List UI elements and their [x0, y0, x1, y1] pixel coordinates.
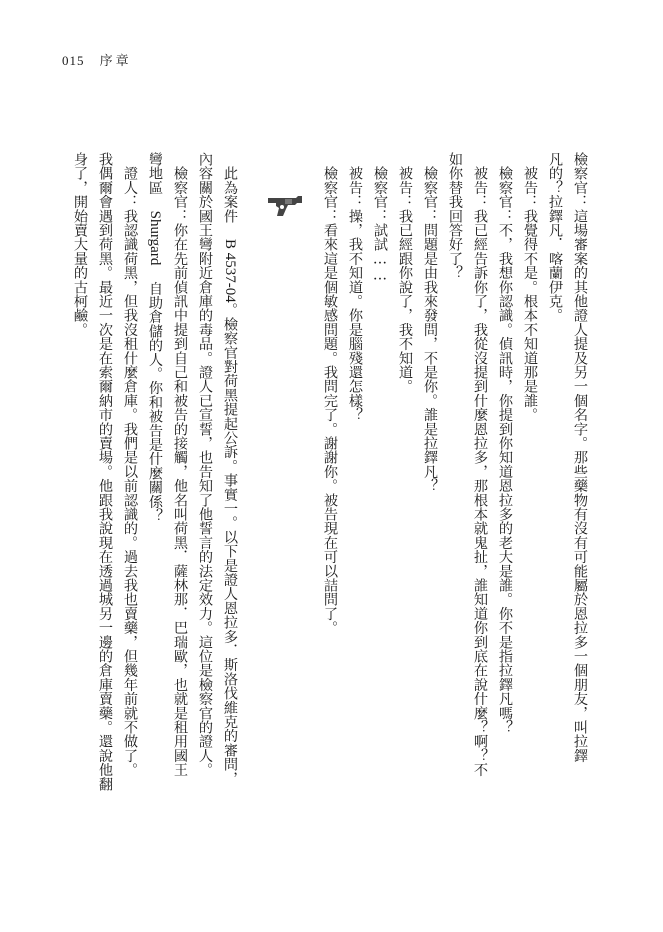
- text-line: 被告：我已經跟你說了，我不知道。: [397, 152, 413, 394]
- text-line: 證人：我認識荷黑，但我沒租什麼倉庫。我們是以前認識的。過去我也賣藥，但幾年前就不做了。: [122, 152, 138, 777]
- text-line: 如你替我回答好了？: [447, 152, 463, 280]
- text-line: 檢察官：試試……: [372, 152, 388, 284]
- text-line: 檢察官：問題是由我來發問，不是你。誰是拉鐸凡？: [422, 152, 438, 493]
- text-line: 凡的？拉鐸凡．喀蘭伊克。: [547, 152, 563, 323]
- page-header: [62, 50, 132, 69]
- page-number: 015: [62, 53, 85, 68]
- text-line: 身了，開始賣大量的古柯鹼。: [72, 152, 88, 337]
- text-line: 內容關於國王彎附近倉庫的毒品。證人已宣誓，也告知了他誓言的法定效力。這位是檢察官的證人。: [197, 152, 213, 777]
- text-line: 檢察官：不，我想你認識。偵訊時，你提到你知道恩拉多的老大是誰。你不是指拉鐸凡嗎？: [497, 152, 513, 735]
- text-line: 被告：操，我不知道。你是腦殘還怎樣？: [347, 152, 363, 422]
- text-line: 檢察官：看來這是個敏感問題。我問完了。謝謝你。被告現在可以詰問了。: [322, 152, 338, 635]
- text-line: 彎地區 Shurgard 自助倉儲的人。你和被告是什麼關係？: [147, 152, 163, 523]
- text-line: 我偶爾會遇到荷黑。最近一次是在索爾納市的賣場。他跟我說現在透過城另一邊的倉庫賣藥。還說他翻: [97, 152, 113, 791]
- chapter-title: 序章: [99, 54, 132, 69]
- revolver-icon: [266, 192, 308, 218]
- text-line: 被告：我已經告訴你了，我從沒提到什麼恩拉多，那根本就鬼扯，誰知道你到底在說什麼？啊？不: [472, 152, 488, 777]
- text-line: 檢察官：這場審案的其他證人提及另一個名字。那些藥物有沒有可能屬於恩拉多一個朋友，叫拉鐸: [572, 152, 588, 763]
- text-line: 檢察官：你在先前偵訊中提到自己和被告的接觸，他名叫荷黑．薩林那．巴瑞歐，也就是租用國王: [172, 152, 188, 777]
- text-line: 此為案件 B 4537-04。檢察官對荷黑提起公訴。事實一。以下是證人恩拉多．斯洛伐維克的審問，: [222, 152, 238, 786]
- text-line: 被告：我覺得不是。根本不知道那是誰。: [522, 152, 538, 422]
